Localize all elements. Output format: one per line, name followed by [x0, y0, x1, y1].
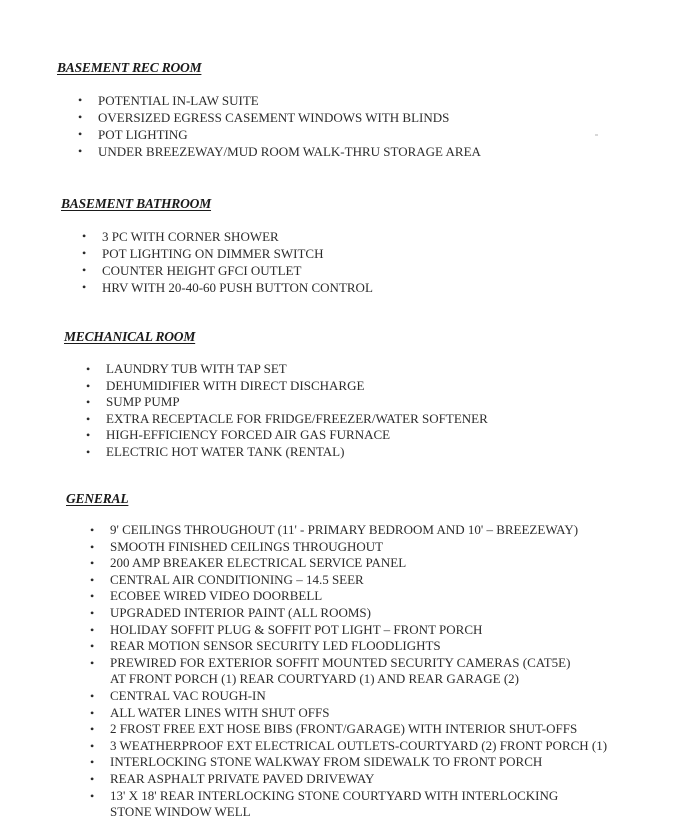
list-item: • CENTRAL AIR CONDITIONING – 14.5 SEER: [90, 571, 364, 587]
list-item: • 13' X 18' REAR INTERLOCKING STONE COURTYARD WITH INTERLOCKING STONE WINDOW WELL: [110, 788, 607, 821]
bullet-icon: •: [82, 246, 87, 260]
list-item: • 2 FROST FREE EXT HOSE BIBS (FRONT/GARAGE) WITH INTERIOR SHUT-OFFS: [90, 721, 578, 737]
bullet-icon: •: [82, 280, 87, 294]
list-item: • OVERSIZED EGRESS CASEMENT WINDOWS WITH BLINDS: [78, 110, 450, 125]
feature-list: [90, 522, 608, 821]
bullet-icon: •: [90, 605, 95, 620]
section-heading: BASEMENT REC ROOM: [57, 60, 202, 75]
list-item: • DEHUMIDIFIER WITH DIRECT DISCHARGE: [86, 377, 365, 393]
bullet-icon: •: [90, 572, 95, 587]
bullet-icon: •: [90, 556, 95, 571]
list-item-continuation: AT FRONT PORCH (1) REAR COURTYARD (1) AND REAR GARAGE (2): [110, 671, 519, 687]
bullet-icon: •: [90, 655, 95, 670]
list-item: • HRV WITH 20-40-60 PUSH BUTTON CONTROL: [82, 280, 373, 295]
list-item: • COUNTER HEIGHT GFCI OUTLET: [82, 263, 302, 278]
bullet-icon: •: [82, 263, 87, 277]
bullet-icon: •: [86, 378, 91, 393]
feature-list: [82, 228, 373, 296]
bullet-icon: •: [78, 110, 83, 124]
feature-list: [78, 92, 481, 160]
bullet-icon: •: [90, 722, 95, 737]
bullet-icon: •: [90, 589, 95, 604]
list-item: • POT LIGHTING: [78, 127, 188, 142]
list-item: • 3 PC WITH CORNER SHOWER: [82, 229, 279, 244]
bullet-icon: •: [90, 639, 95, 654]
bullet-icon: •: [78, 144, 83, 158]
list-item: • 200 AMP BREAKER ELECTRICAL SERVICE PANEL: [90, 555, 407, 571]
bullet-icon: •: [90, 539, 95, 554]
list-item-continuation: STONE WINDOW WELL: [110, 804, 251, 820]
list-item: • EXTRA RECEPTACLE FOR FRIDGE/FREEZER/WATER SOFTENER: [86, 410, 488, 426]
section-basement-rec-room: [57, 60, 481, 159]
bullet-icon: •: [86, 428, 91, 443]
list-item: • POTENTIAL IN-LAW SUITE: [78, 93, 259, 108]
feature-list: [86, 361, 488, 461]
section-mechanical-room: [64, 329, 488, 459]
bullet-icon: •: [90, 688, 95, 703]
bullet-icon: •: [86, 411, 91, 426]
bullet-icon: •: [90, 755, 95, 770]
section-basement-bathroom: [61, 196, 373, 295]
bullet-icon: •: [86, 362, 91, 376]
list-item: • HIGH-EFFICIENCY FORCED AIR GAS FURNACE: [86, 427, 391, 443]
bullet-icon: •: [90, 788, 95, 803]
list-item: • REAR ASPHALT PRIVATE PAVED DRIVEWAY: [90, 770, 375, 786]
bullet-icon: •: [90, 738, 95, 753]
bullet-icon: •: [82, 229, 87, 243]
list-item: • ECOBEE WIRED VIDEO DOORBELL: [90, 588, 323, 604]
bullet-icon: •: [86, 395, 91, 410]
bullet-icon: •: [90, 771, 95, 786]
section-heading: GENERAL: [66, 491, 129, 506]
bullet-icon: •: [90, 622, 95, 637]
list-item: • PREWIRED FOR EXTERIOR SOFFIT MOUNTED SECURITY CAMERAS (CAT5E) AT FRONT PORCH (1) REAR COURTYARD (1) AND REAR GARAGE (2): [110, 655, 607, 688]
bullet-icon: •: [86, 444, 91, 459]
list-item: • ALL WATER LINES WITH SHUT OFFS: [90, 704, 330, 720]
bullet-icon: •: [90, 705, 95, 720]
list-item: • SUMP PUMP: [86, 394, 180, 410]
section-heading: MECHANICAL ROOM: [64, 329, 196, 344]
list-item: • UNDER BREEZEWAY/MUD ROOM WALK-THRU STORAGE AREA: [78, 144, 481, 159]
list-item: • ELECTRIC HOT WATER TANK (RENTAL): [86, 443, 345, 459]
bullet-icon: •: [78, 127, 83, 141]
list-item: • LAUNDRY TUB WITH TAP SET: [86, 361, 287, 376]
list-item: • HOLIDAY SOFFIT PLUG & SOFFIT POT LIGHT – FRONT PORCH: [90, 621, 483, 637]
bullet-icon: •: [78, 93, 83, 107]
list-item: • POT LIGHTING ON DIMMER SWITCH: [82, 246, 324, 261]
list-item: • UPGRADED INTERIOR PAINT (ALL ROOMS): [90, 604, 371, 620]
list-item: • REAR MOTION SENSOR SECURITY LED FLOODLIGHTS: [90, 638, 441, 654]
scan-speck: [595, 134, 598, 136]
list-item: • SMOOTH FINISHED CEILINGS THROUGHOUT: [90, 538, 384, 554]
section-heading: BASEMENT BATHROOM: [61, 196, 212, 211]
list-item: • 3 WEATHERPROOF EXT ELECTRICAL OUTLETS-COURTYARD (2) FRONT PORCH (1): [90, 737, 608, 753]
bullet-icon: •: [90, 523, 95, 537]
list-item: • INTERLOCKING STONE WALKWAY FROM SIDEWALK TO FRONT PORCH: [90, 754, 543, 770]
list-item: • CENTRAL VAC ROUGH-IN: [90, 687, 266, 703]
list-item: • 9' CEILINGS THROUGHOUT (11' - PRIMARY BEDROOM AND 10' – BREEZEWAY): [90, 522, 579, 537]
section-general: [66, 491, 608, 820]
